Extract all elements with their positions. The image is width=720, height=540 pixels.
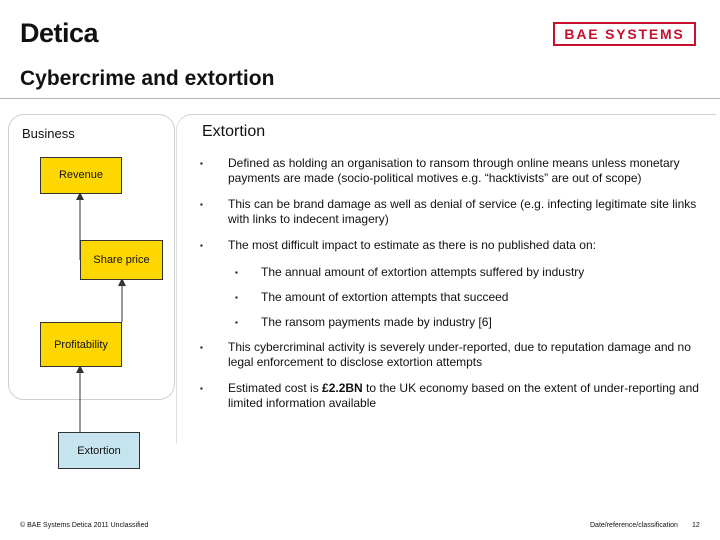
title-divider bbox=[0, 98, 720, 99]
sub-bullet-item bbox=[235, 265, 700, 280]
sub-bullet-text: The amount of extortion attempts that succeed bbox=[261, 290, 509, 304]
bullet-text: Defined as holding an organisation to ransom through online means unless monetary payments are made (socio-political motives e.g. “hacktivists” are out of scope) bbox=[228, 156, 680, 185]
sub-bullet-item bbox=[235, 290, 700, 305]
extortion-bullets bbox=[200, 156, 700, 422]
bullet-marker-icon: ▪ bbox=[200, 200, 203, 209]
detica-logo: Detica bbox=[20, 18, 99, 48]
extortion-box: Extortion bbox=[58, 432, 140, 469]
sub-bullet-text: The ransom payments made by industry [6] bbox=[261, 315, 492, 329]
bullet-marker-icon: ▪ bbox=[200, 384, 203, 393]
bullet-text: This cybercriminal activity is severely under-reported, due to reputation damage and no legal enforcement to disclose extortion attempts bbox=[228, 340, 691, 369]
sub-bullet-item bbox=[235, 315, 700, 330]
bullet-item bbox=[200, 381, 700, 411]
bullet-text-tail: to the UK economy based on the extent of under-reporting and limited information available bbox=[228, 381, 699, 410]
bullet-item bbox=[200, 238, 700, 253]
bullet-marker-icon: ▪ bbox=[200, 241, 203, 250]
page-title: Cybercrime and extortion bbox=[20, 67, 275, 90]
extortion-heading: Extortion bbox=[202, 123, 266, 140]
bullet-marker-icon: ▪ bbox=[200, 343, 203, 352]
bullet-marker-icon: ▪ bbox=[235, 268, 238, 277]
bullet-text: This can be brand damage as well as denial of service (e.g. infecting legitimate site links with links to indecent imagery) bbox=[228, 197, 697, 226]
bae-systems-logo: BAE SYSTEMS bbox=[553, 22, 696, 46]
footer-copyright: © BAE Systems Detica 2011 Unclassified bbox=[20, 522, 149, 529]
sub-bullet-text: The annual amount of extortion attempts suffered by industry bbox=[261, 265, 585, 279]
bullet-item bbox=[200, 156, 700, 186]
business-label: Business bbox=[22, 126, 75, 141]
profitability-box: Profitability bbox=[40, 322, 122, 367]
bullet-item bbox=[200, 340, 700, 370]
bullet-item bbox=[200, 197, 700, 227]
bullet-marker-icon: ▪ bbox=[235, 318, 238, 327]
footer-reference: Date/reference/classification bbox=[590, 522, 678, 529]
bullet-text-lead: Estimated cost is bbox=[228, 381, 323, 395]
page-number: 12 bbox=[692, 522, 700, 529]
estimated-cost-value: £2.2BN bbox=[322, 381, 363, 395]
bullet-marker-icon: ▪ bbox=[235, 293, 238, 302]
share-price-box: Share price bbox=[80, 240, 163, 280]
revenue-box: Revenue bbox=[40, 157, 122, 194]
bullet-text: The most difficult impact to estimate as there is no published data on: bbox=[228, 238, 596, 252]
bullet-marker-icon: ▪ bbox=[200, 159, 203, 168]
